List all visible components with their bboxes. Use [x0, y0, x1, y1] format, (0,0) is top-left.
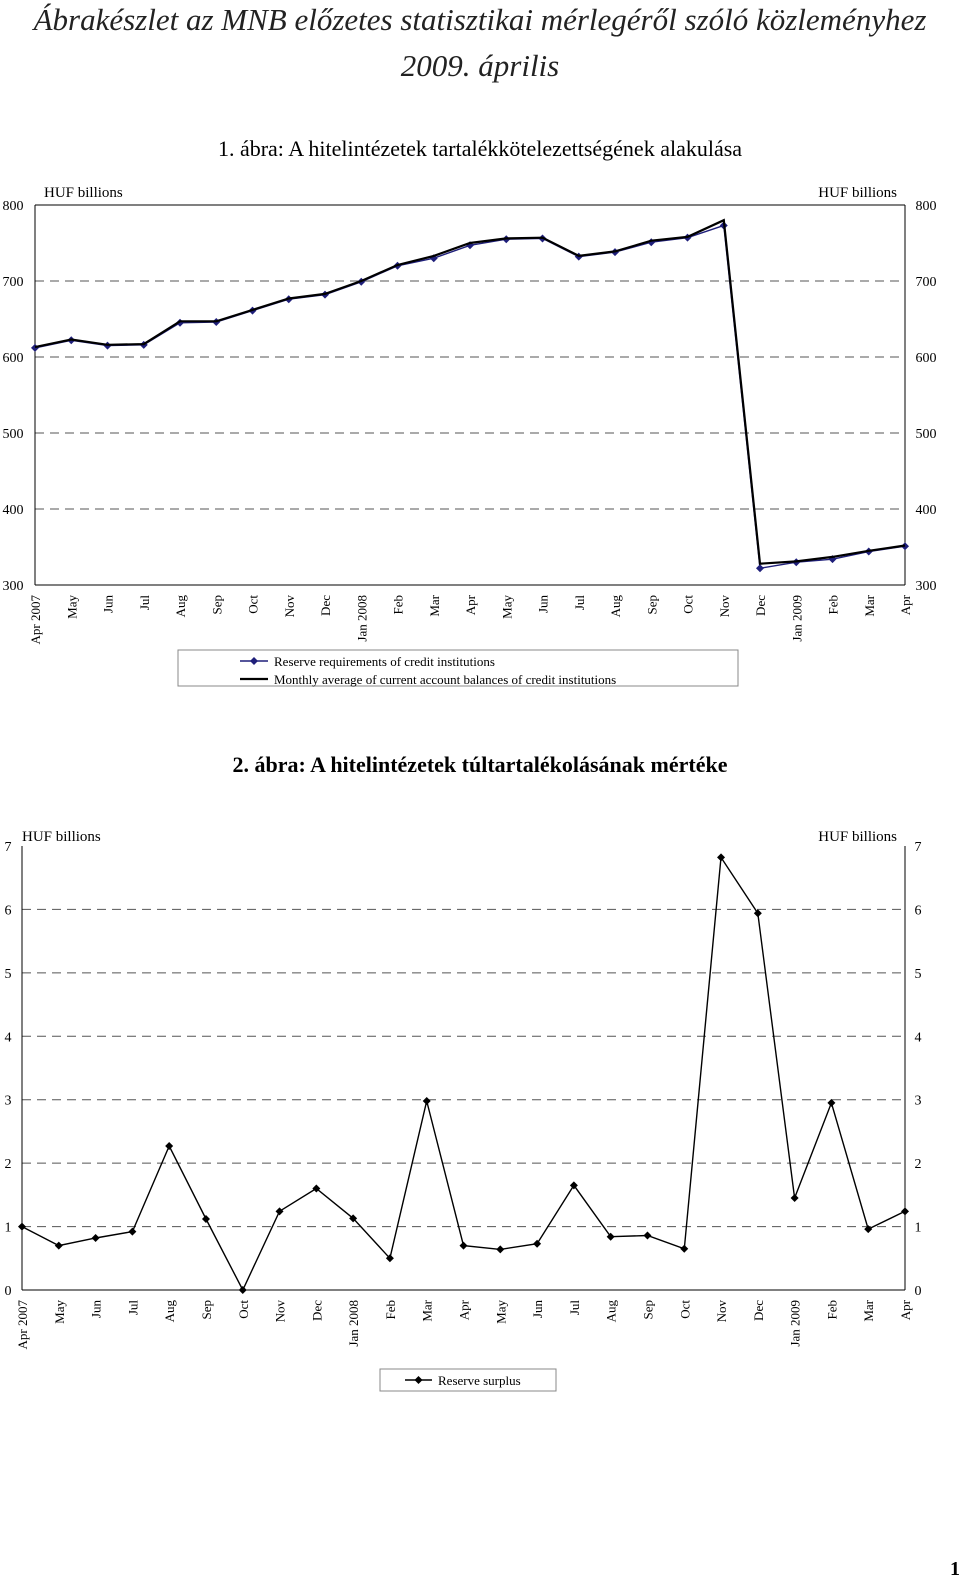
x-tick-label: Feb [824, 1300, 840, 1320]
x-tick-label: Jul [125, 1300, 141, 1316]
data-point [128, 1228, 136, 1236]
x-tick-label: Jul [566, 1300, 582, 1316]
data-point [31, 344, 39, 352]
x-tick-label: Apr [456, 1300, 472, 1321]
legend-label: Reserve requirements of credit institutions [274, 654, 495, 669]
x-tick-label: Jan 2009 [787, 1300, 803, 1347]
data-point [239, 1286, 247, 1294]
series-line [22, 857, 905, 1290]
chart-2-reserve-surplus [0, 805, 960, 1535]
y-tick-label-left: 4 [4, 1030, 12, 1046]
y-tick-label-left: 5 [4, 966, 12, 982]
y-tick-label-right: 300 [915, 579, 937, 594]
y-axis-unit-left: HUF billions [44, 185, 123, 201]
y-tick-label-left: 600 [2, 351, 24, 366]
series-line [35, 226, 905, 569]
y-tick-label-right: 400 [915, 503, 937, 518]
x-tick-label: Feb [390, 595, 406, 615]
y-axis-unit-right: HUF billions [818, 185, 897, 201]
chart-1-title: 1. ábra: A hitelintézetek tartalékkötelezettségének alakulása [217, 136, 743, 161]
y-tick-label-left: 0 [4, 1284, 12, 1299]
data-point [276, 1207, 284, 1215]
x-tick-label: Dec [750, 1300, 766, 1321]
x-tick-label: Nov [281, 595, 297, 618]
data-point [496, 1245, 504, 1253]
x-tick-label: Apr [898, 1300, 913, 1321]
y-tick-label-right: 4 [914, 1030, 922, 1046]
page-number: 1 [950, 1558, 960, 1580]
document-header-date: 2009. április [400, 48, 560, 83]
y-axis-unit-right: HUF billions [818, 829, 897, 845]
x-tick-label: Apr [898, 595, 913, 616]
legend-label: Reserve surplus [438, 1373, 521, 1388]
y-tick-label-right: 3 [914, 1093, 922, 1109]
x-tick-label: Jul [136, 595, 152, 611]
data-point [643, 1231, 651, 1239]
y-tick-label-right: 6 [914, 903, 922, 919]
data-point [901, 1207, 909, 1215]
x-tick-label: Oct [680, 595, 696, 614]
data-point [754, 909, 762, 917]
x-tick-label: Sep [198, 1300, 214, 1320]
y-tick-label-right: 600 [915, 351, 937, 366]
data-point [791, 1194, 799, 1202]
y-tick-label-right: 7 [914, 840, 922, 855]
y-tick-label-right: 5 [914, 966, 922, 982]
data-point [717, 853, 725, 861]
x-tick-label: Mar [419, 1300, 435, 1322]
x-tick-label: Mar [861, 595, 877, 617]
x-tick-label: May [499, 595, 515, 619]
x-tick-label: Jun [535, 595, 551, 614]
y-tick-label-left: 300 [2, 579, 24, 594]
chart-1-reserve-requirements [0, 175, 960, 735]
series-line [35, 220, 905, 564]
data-point [680, 1245, 688, 1253]
x-tick-label: Sep [640, 1300, 656, 1320]
data-point [202, 1215, 210, 1223]
x-tick-label: Feb [382, 1300, 398, 1320]
x-tick-label: Oct [235, 1300, 251, 1319]
x-tick-label: May [51, 1300, 67, 1324]
x-tick-label: Aug [608, 595, 623, 618]
x-tick-label: Jun [100, 595, 116, 614]
y-tick-label-left: 400 [2, 503, 24, 518]
x-tick-label: Dec [753, 595, 768, 616]
x-tick-label: Jun [88, 1300, 104, 1319]
y-tick-label-right: 1 [914, 1220, 922, 1236]
data-point [18, 1223, 26, 1231]
y-tick-label-left: 3 [4, 1093, 12, 1109]
legend-label: Monthly average of current account balances of credit institutions [274, 672, 617, 687]
document-header-title: Ábrakészlet az MNB előzetes statisztikai mérlegéről szóló közleményhez [33, 2, 927, 37]
chart-2-title: 2. ábra: A hitelintézetek túltartalékolásának mértéke [232, 752, 728, 777]
x-tick-label: Apr 2007 [15, 1300, 30, 1350]
y-axis-unit-left: HUF billions [22, 829, 101, 845]
y-tick-label-left: 6 [4, 903, 12, 919]
data-point [423, 1097, 431, 1105]
x-tick-label: Oct [677, 1300, 693, 1319]
y-tick-label-left: 2 [4, 1157, 12, 1173]
data-point [55, 1242, 63, 1250]
x-tick-label: Jan 2009 [789, 595, 805, 642]
x-tick-label: Apr [463, 595, 478, 616]
x-tick-label: Aug [173, 595, 188, 618]
y-tick-label-left: 500 [2, 427, 24, 442]
x-tick-label: Mar [861, 1300, 877, 1322]
y-tick-label-left: 800 [2, 199, 24, 214]
data-point [533, 1240, 541, 1248]
y-tick-label-left: 1 [4, 1220, 12, 1236]
x-tick-label: Aug [162, 1300, 178, 1323]
data-point [92, 1234, 100, 1242]
x-tick-label: Jan 2008 [346, 1300, 362, 1347]
y-tick-label-left: 7 [4, 840, 12, 855]
x-tick-label: Feb [825, 595, 841, 615]
y-tick-label-right: 0 [914, 1284, 922, 1299]
x-tick-label: Sep [644, 595, 660, 615]
data-point [165, 1142, 173, 1150]
x-tick-label: Oct [245, 595, 261, 614]
y-tick-label-right: 2 [914, 1157, 922, 1173]
y-tick-label-right: 800 [915, 199, 937, 214]
x-tick-label: Jan 2008 [354, 595, 370, 642]
x-tick-label: Jul [571, 595, 587, 611]
data-point [756, 564, 764, 572]
y-tick-label-right: 500 [915, 427, 937, 442]
x-tick-label: Sep [209, 595, 225, 615]
y-tick-label-left: 700 [2, 275, 24, 290]
y-tick-label-right: 700 [915, 275, 937, 290]
x-tick-label: Nov [714, 1300, 730, 1323]
x-tick-label: May [493, 1300, 509, 1324]
x-tick-label: Jun [530, 1300, 546, 1319]
x-tick-label: Nov [716, 595, 732, 618]
x-tick-label: Dec [318, 595, 333, 616]
data-point [460, 1242, 468, 1250]
x-tick-label: Mar [426, 595, 442, 617]
x-tick-label: Dec [309, 1300, 325, 1321]
x-tick-label: Nov [272, 1300, 288, 1323]
x-tick-label: May [64, 595, 80, 619]
x-tick-label: Aug [603, 1300, 619, 1323]
x-tick-label: Apr 2007 [28, 595, 43, 645]
